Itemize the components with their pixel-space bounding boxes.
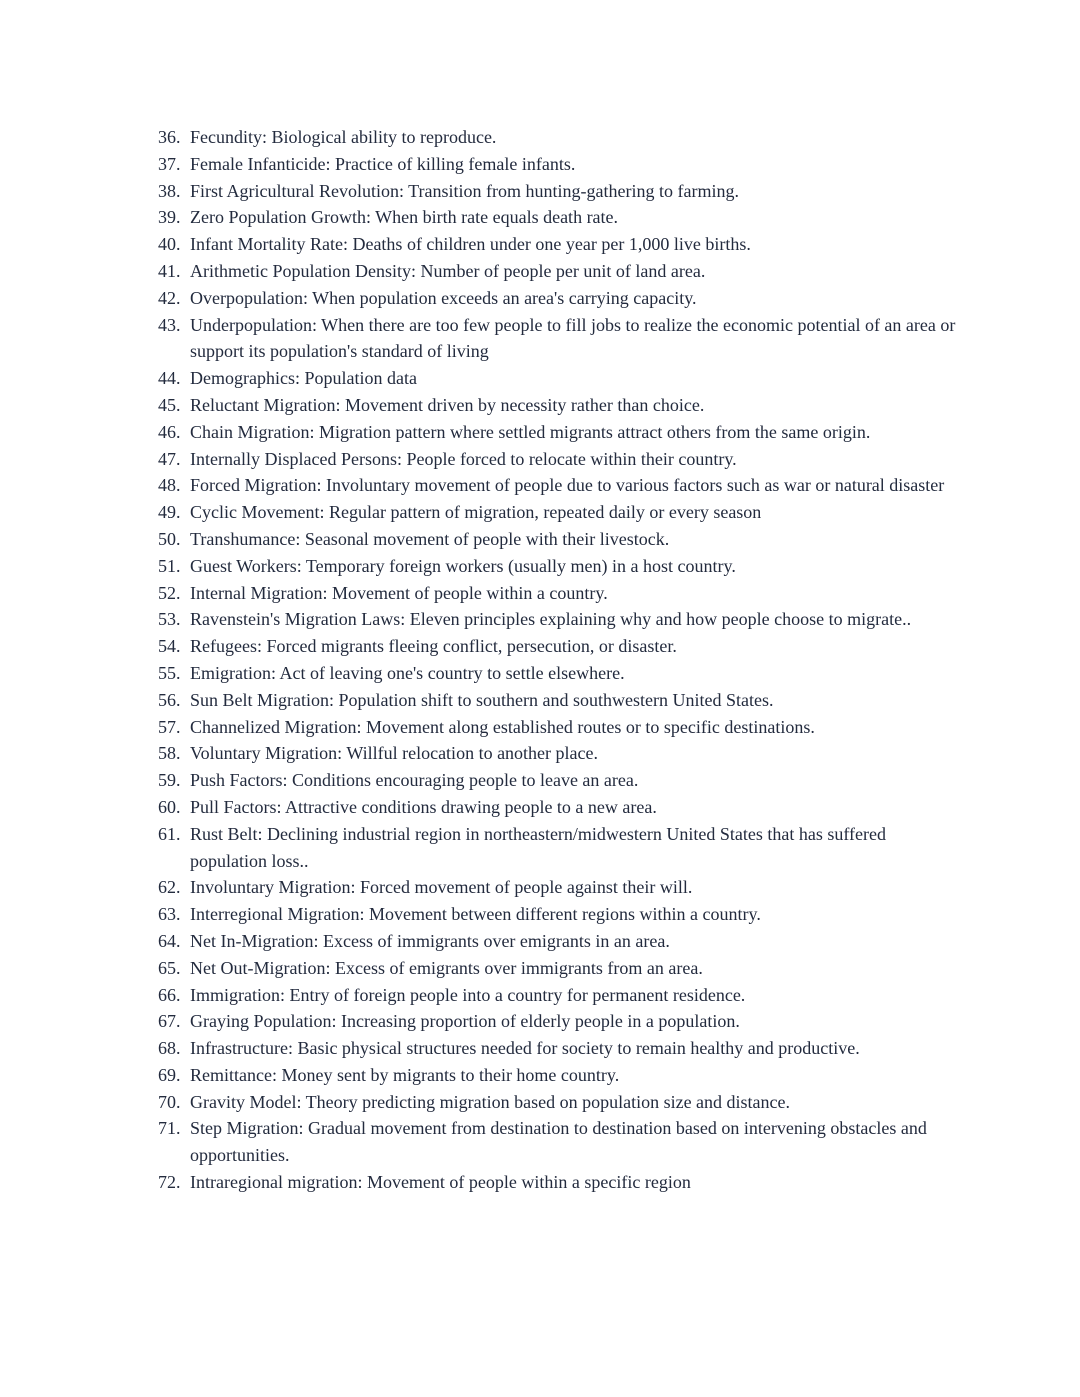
item-text: Gravity Model: Theory predicting migration based on population size and distance. [190,1091,791,1112]
list-item [158,204,958,231]
list-item [158,874,958,901]
item-text: Forced Migration: Involuntary movement of people due to various factors such as war or natural disaster [190,475,945,496]
item-text: Intraregional migration: Movement of people within a specific region [190,1172,691,1193]
list-item [158,365,958,392]
item-text: Pull Factors: Attractive conditions drawing people to a new area. [190,796,657,817]
list-item [158,821,958,875]
item-number: 65. [158,957,181,978]
item-text: Demographics: Population data [190,368,417,389]
item-number: 67. [158,1011,181,1032]
item-number: 48. [158,475,181,496]
list-item [158,633,958,660]
list-item [158,955,958,982]
item-number: 46. [158,421,181,442]
item-number: 69. [158,1064,181,1085]
item-text: Net In-Migration: Excess of immigrants over emigrants in an area. [190,930,670,951]
item-text: Female Infanticide: Practice of killing female infants. [190,153,576,174]
item-text: Interregional Migration: Movement between different regions within a country. [190,904,761,925]
list-item [158,499,958,526]
item-number: 58. [158,743,181,764]
list-item [158,526,958,553]
item-number: 51. [158,555,181,576]
item-number: 49. [158,502,181,523]
item-number: 50. [158,528,181,549]
item-text: Arithmetic Population Density: Number of people per unit of land area. [190,260,706,281]
list-item [158,151,958,178]
item-number: 39. [158,207,181,228]
item-text: Internal Migration: Movement of people within a country. [190,582,608,603]
item-text: Overpopulation: When population exceeds an area's carrying capacity. [190,287,697,308]
list-item [158,178,958,205]
list-item [158,928,958,955]
term-list [158,124,958,1196]
list-item [158,1115,958,1169]
list-item [158,606,958,633]
item-text: Infant Mortality Rate: Deaths of children under one year per 1,000 live births. [190,234,751,255]
list-item [158,553,958,580]
item-number: 42. [158,287,181,308]
item-text: Chain Migration: Migration pattern where settled migrants attract others from the same origin. [190,421,871,442]
list-item [158,982,958,1009]
list-item [158,901,958,928]
item-number: 70. [158,1091,181,1112]
list-item [158,1169,958,1196]
item-number: 61. [158,823,181,844]
item-text: Infrastructure: Basic physical structures needed for society to remain healthy and productive. [190,1038,860,1059]
list-item [158,687,958,714]
list-item [158,258,958,285]
list-item [158,794,958,821]
item-number: 72. [158,1172,181,1193]
list-item [158,312,958,366]
item-number: 47. [158,448,181,469]
item-text: Underpopulation: When there are too few people to fill jobs to realize the economic potential of an area or support its population's standard of living [190,314,956,362]
item-number: 63. [158,904,181,925]
item-text: Zero Population Growth: When birth rate equals death rate. [190,207,619,228]
item-number: 54. [158,636,181,657]
item-number: 41. [158,260,181,281]
item-text: Net Out-Migration: Excess of emigrants over immigrants from an area. [190,957,703,978]
item-number: 43. [158,314,181,335]
item-number: 40. [158,234,181,255]
item-number: 71. [158,1118,181,1139]
item-number: 53. [158,609,181,630]
item-text: Remittance: Money sent by migrants to their home country. [190,1064,620,1085]
item-text: Guest Workers: Temporary foreign workers (usually men) in a host country. [190,555,736,576]
item-number: 59. [158,770,181,791]
list-item [158,231,958,258]
item-number: 56. [158,689,181,710]
list-item [158,472,958,499]
item-number: 68. [158,1038,181,1059]
item-text: Voluntary Migration: Willful relocation to another place. [190,743,599,764]
item-text: Sun Belt Migration: Population shift to southern and southwestern United States. [190,689,774,710]
item-text: Emigration: Act of leaving one's country to settle elsewhere. [190,662,625,683]
item-number: 57. [158,716,181,737]
list-item [158,767,958,794]
list-item [158,1035,958,1062]
list-item [158,392,958,419]
list-item [158,1062,958,1089]
item-number: 45. [158,394,181,415]
item-number: 64. [158,930,181,951]
list-item [158,419,958,446]
item-text: Internally Displaced Persons: People forced to relocate within their country. [190,448,737,469]
list-item [158,714,958,741]
list-item [158,124,958,151]
item-number: 52. [158,582,181,603]
item-text: Push Factors: Conditions encouraging people to leave an area. [190,770,639,791]
item-text: Channelized Migration: Movement along established routes or to specific destinations. [190,716,815,737]
item-number: 37. [158,153,181,174]
item-number: 60. [158,796,181,817]
item-text: Transhumance: Seasonal movement of people with their livestock. [190,528,670,549]
item-number: 38. [158,180,181,201]
item-text: Step Migration: Gradual movement from destination to destination based on intervening obstacles and opportunities. [190,1118,927,1166]
list-item [158,1008,958,1035]
item-text: First Agricultural Revolution: Transition from hunting-gathering to farming. [190,180,739,201]
item-text: Ravenstein's Migration Laws: Eleven principles explaining why and how people choose to migrate.. [190,609,912,630]
list-item [158,1089,958,1116]
item-text: Involuntary Migration: Forced movement of people against their will. [190,877,693,898]
list-item [158,446,958,473]
item-text: Cyclic Movement: Regular pattern of migration, repeated daily or every season [190,502,762,523]
item-text: Reluctant Migration: Movement driven by necessity rather than choice. [190,394,705,415]
item-text: Immigration: Entry of foreign people into a country for permanent residence. [190,984,746,1005]
item-number: 62. [158,877,181,898]
list-item [158,740,958,767]
item-text: Rust Belt: Declining industrial region in northeastern/midwestern United States that has suffered population loss.. [190,823,887,871]
item-number: 36. [158,127,181,147]
item-text: Refugees: Forced migrants fleeing conflict, persecution, or disaster. [190,636,677,657]
item-number: 66. [158,984,181,1005]
item-number: 55. [158,662,181,683]
item-text: Fecundity: Biological ability to reproduce. [190,127,497,147]
item-text: Graying Population: Increasing proportion of elderly people in a population. [190,1011,740,1032]
list-item [158,285,958,312]
list-item [158,660,958,687]
list-item [158,580,958,607]
item-number: 44. [158,368,181,389]
